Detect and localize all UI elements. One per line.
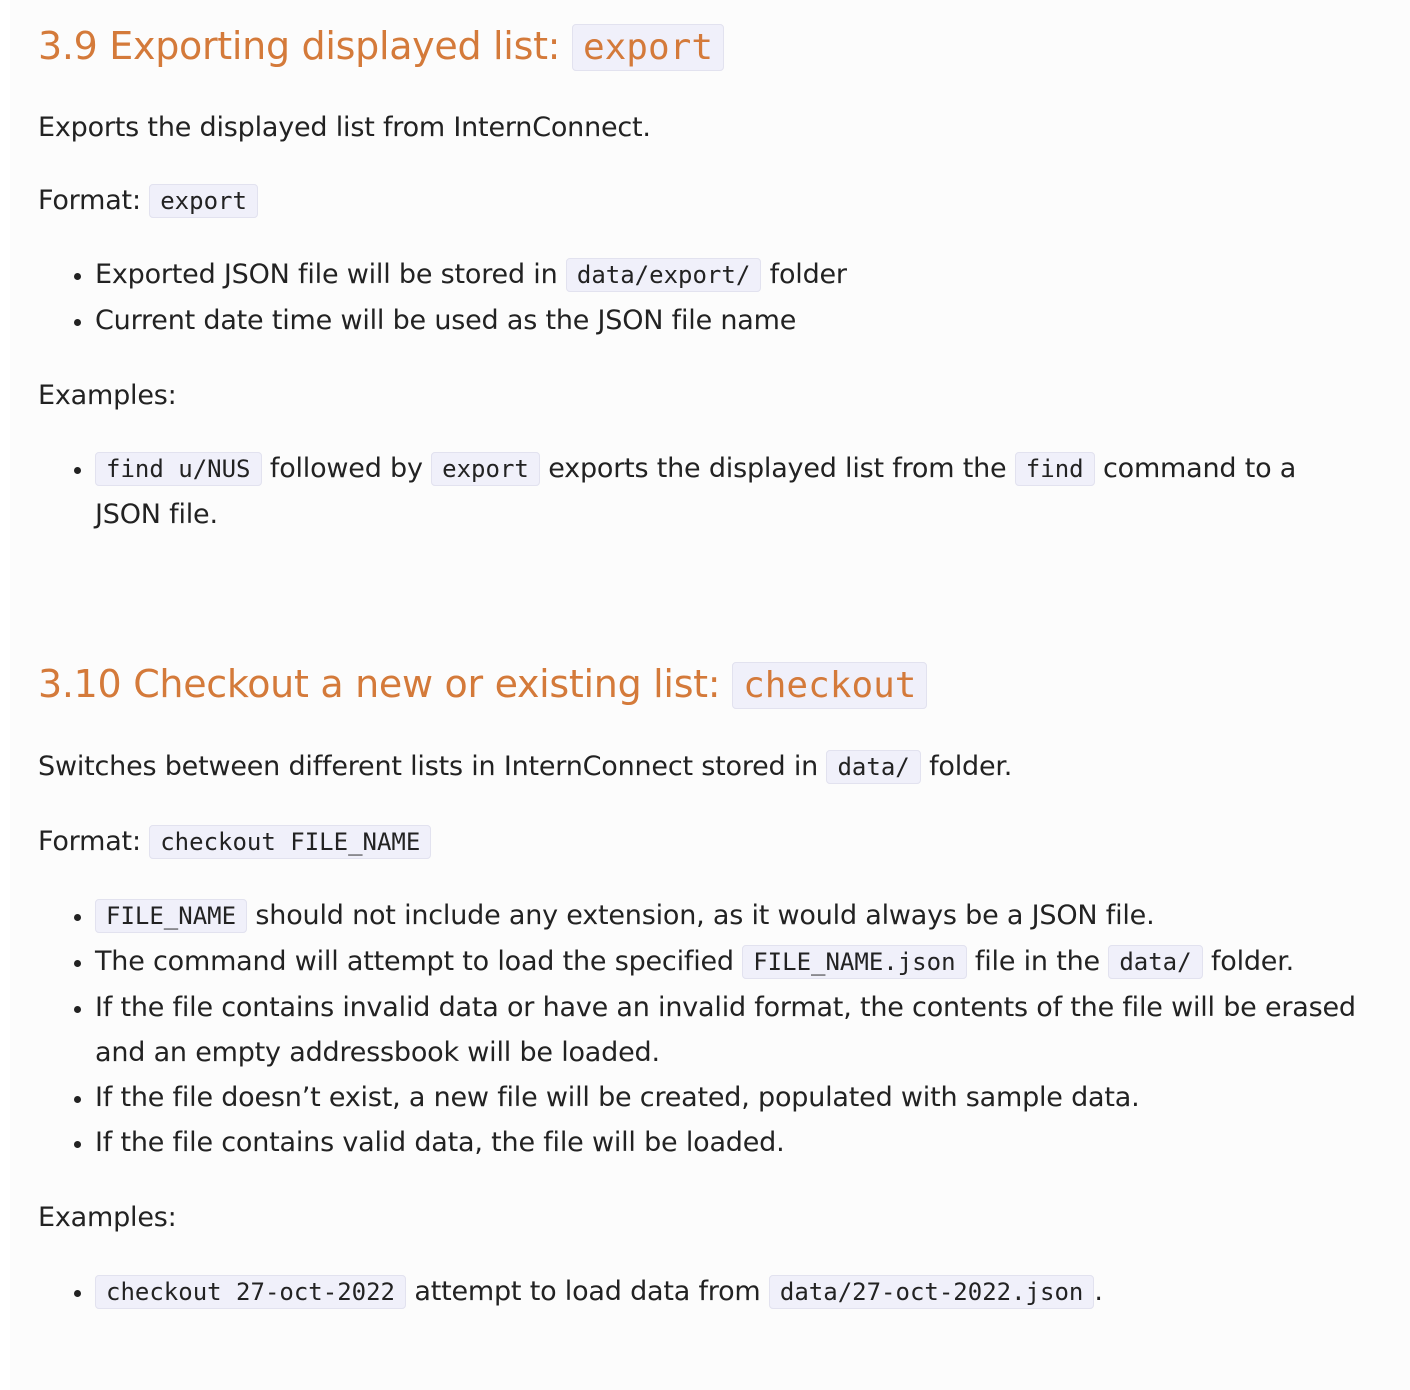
list-item bbox=[95, 1075, 1370, 1120]
note-text: Current date time will be used as the JSON file name bbox=[95, 305, 797, 336]
note-text: If the file contains invalid data or have an invalid format, the contents of the file will be erased and an empty addressbook will be loaded. bbox=[95, 992, 1356, 1068]
examples-label: Examples: bbox=[38, 1202, 177, 1233]
inline-code: FILE_NAME.json bbox=[742, 945, 966, 979]
note-text: should not include any extension, as it would always be a JSON file. bbox=[247, 900, 1155, 931]
note-text: file in the bbox=[966, 946, 1109, 977]
section-heading-checkout bbox=[38, 658, 927, 712]
inline-code: export bbox=[431, 452, 540, 486]
format-label: Format: bbox=[38, 826, 150, 857]
examples-label: Examples: bbox=[38, 380, 177, 411]
list-item bbox=[95, 446, 1370, 537]
notes-list bbox=[38, 893, 1370, 1165]
example-text: attempt to load data from bbox=[405, 1276, 769, 1307]
format-label: Format: bbox=[38, 185, 150, 216]
format-line bbox=[38, 183, 258, 219]
heading-code: export bbox=[572, 24, 724, 71]
section-description: Exports the displayed list from InternConnect. bbox=[38, 112, 651, 143]
note-text: If the file contains valid data, the file will be loaded. bbox=[95, 1127, 785, 1158]
note-text: If the file doesn’t exist, a new file will be created, populated with sample data. bbox=[95, 1082, 1140, 1113]
heading-code: checkout bbox=[732, 662, 927, 709]
heading-text: 3.9 Exporting displayed list: bbox=[38, 24, 572, 68]
examples-list bbox=[38, 446, 1370, 537]
format-code: export bbox=[149, 184, 258, 218]
note-text: folder. bbox=[1202, 946, 1295, 977]
inline-code: data/ bbox=[1108, 945, 1202, 979]
example-text: exports the displayed list from the bbox=[539, 453, 1015, 484]
desc-text: Switches between different lists in InternConnect stored in bbox=[38, 751, 827, 782]
list-item bbox=[95, 893, 1370, 939]
inline-code: data/27-oct-2022.json bbox=[769, 1275, 1094, 1309]
list-item bbox=[95, 1269, 1370, 1315]
inline-code: data/ bbox=[826, 750, 920, 784]
example-text: . bbox=[1094, 1276, 1103, 1307]
format-line bbox=[38, 824, 431, 860]
inline-code: find u/NUS bbox=[95, 452, 262, 486]
inline-code: find bbox=[1015, 452, 1095, 486]
inline-code: checkout 27-oct-2022 bbox=[95, 1275, 406, 1309]
section-description bbox=[38, 749, 1012, 785]
notes-list bbox=[38, 252, 1370, 343]
left-margin-bar bbox=[0, 0, 10, 1390]
note-text: folder bbox=[761, 259, 847, 290]
desc-text: folder. bbox=[920, 751, 1013, 782]
examples-list bbox=[38, 1269, 1370, 1315]
example-text: command to a JSON file. bbox=[95, 453, 1297, 530]
list-item bbox=[95, 939, 1370, 985]
example-text: followed by bbox=[261, 453, 432, 484]
section-heading-export bbox=[38, 20, 724, 74]
list-item bbox=[95, 985, 1370, 1075]
note-text: The command will attempt to load the specified bbox=[95, 946, 743, 977]
list-item bbox=[95, 252, 1370, 298]
inline-code: data/export/ bbox=[566, 258, 761, 292]
list-item bbox=[95, 1120, 1370, 1165]
heading-text: 3.10 Checkout a new or existing list: bbox=[38, 662, 733, 706]
list-item bbox=[95, 298, 1370, 343]
format-code: checkout FILE_NAME bbox=[149, 825, 431, 859]
note-text: Exported JSON file will be stored in bbox=[95, 259, 566, 290]
inline-code: FILE_NAME bbox=[95, 899, 247, 933]
